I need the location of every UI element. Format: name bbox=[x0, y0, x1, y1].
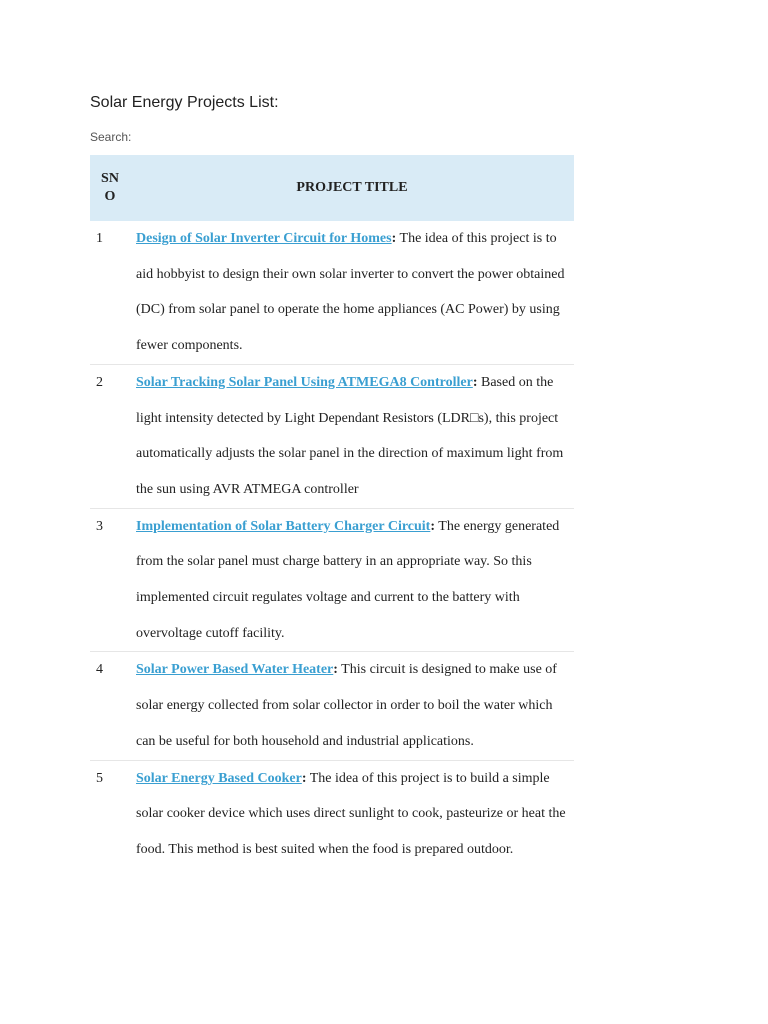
projects-table bbox=[90, 155, 574, 868]
row-number: 3 bbox=[90, 508, 130, 652]
table-row bbox=[90, 760, 574, 868]
table-header-row bbox=[90, 155, 574, 221]
project-link[interactable]: Solar Tracking Solar Panel Using ATMEGA8 Controller bbox=[136, 374, 473, 390]
separator: : bbox=[472, 374, 478, 390]
table-row bbox=[90, 652, 574, 760]
table-row bbox=[90, 364, 574, 508]
sno-header-line: SN bbox=[101, 171, 119, 186]
search-label: Search: bbox=[90, 130, 132, 144]
separator: : bbox=[333, 662, 338, 678]
project-link[interactable]: Solar Energy Based Cooker bbox=[136, 770, 302, 786]
project-description: Based on the light intensity detected by Light Dependant Resistors (LDR□s), this project automatically adjusts the solar panel in the direction of maximum light from the sun using AVR ATMEGA controller bbox=[136, 374, 564, 497]
project-title-column-header[interactable]: PROJECT TITLE bbox=[130, 155, 574, 221]
project-link[interactable]: Implementation of Solar Battery Charger Circuit bbox=[136, 518, 431, 534]
project-link[interactable]: Design of Solar Inverter Circuit for Homes bbox=[136, 231, 392, 246]
project-description: This circuit is designed to make use of solar energy collected from solar collector in order to boil the water which can be useful for both household and industrial applications. bbox=[136, 662, 557, 749]
row-number: 2 bbox=[90, 364, 130, 508]
sno-header-line: O bbox=[104, 189, 116, 204]
project-cell bbox=[130, 508, 574, 652]
row-number: 1 bbox=[90, 221, 130, 364]
page-title: Solar Energy Projects List: bbox=[90, 94, 279, 111]
project-description: The idea of this project is to build a simple solar cooker device which uses direct sunlight to cook, pasteurize or heat the food. This method is best suited when the food is prepared outdoor. bbox=[136, 770, 566, 857]
table-row bbox=[90, 508, 574, 652]
project-link[interactable]: Solar Power Based Water Heater bbox=[136, 662, 334, 678]
sno-column-header[interactable] bbox=[90, 155, 130, 221]
project-cell bbox=[130, 221, 574, 364]
project-description: The energy generated from the solar panel must charge battery in an appropriate way. So this implemented circuit regulates voltage and current to the battery with overvoltage cutoff facility. bbox=[136, 518, 560, 641]
separator: : bbox=[301, 770, 307, 786]
separator: : bbox=[430, 518, 436, 534]
project-cell bbox=[130, 364, 574, 508]
project-description: The idea of this project is to aid hobbyist to design their own solar inverter to convert the power obtained (DC) from solar panel to operate the home appliances (AC Power) by using fewer components. bbox=[136, 231, 565, 354]
separator: : bbox=[391, 231, 397, 246]
project-cell bbox=[130, 760, 574, 868]
row-number: 5 bbox=[96, 770, 103, 786]
table-row bbox=[90, 221, 574, 364]
project-cell bbox=[130, 652, 574, 760]
row-number: 4 bbox=[90, 652, 130, 760]
